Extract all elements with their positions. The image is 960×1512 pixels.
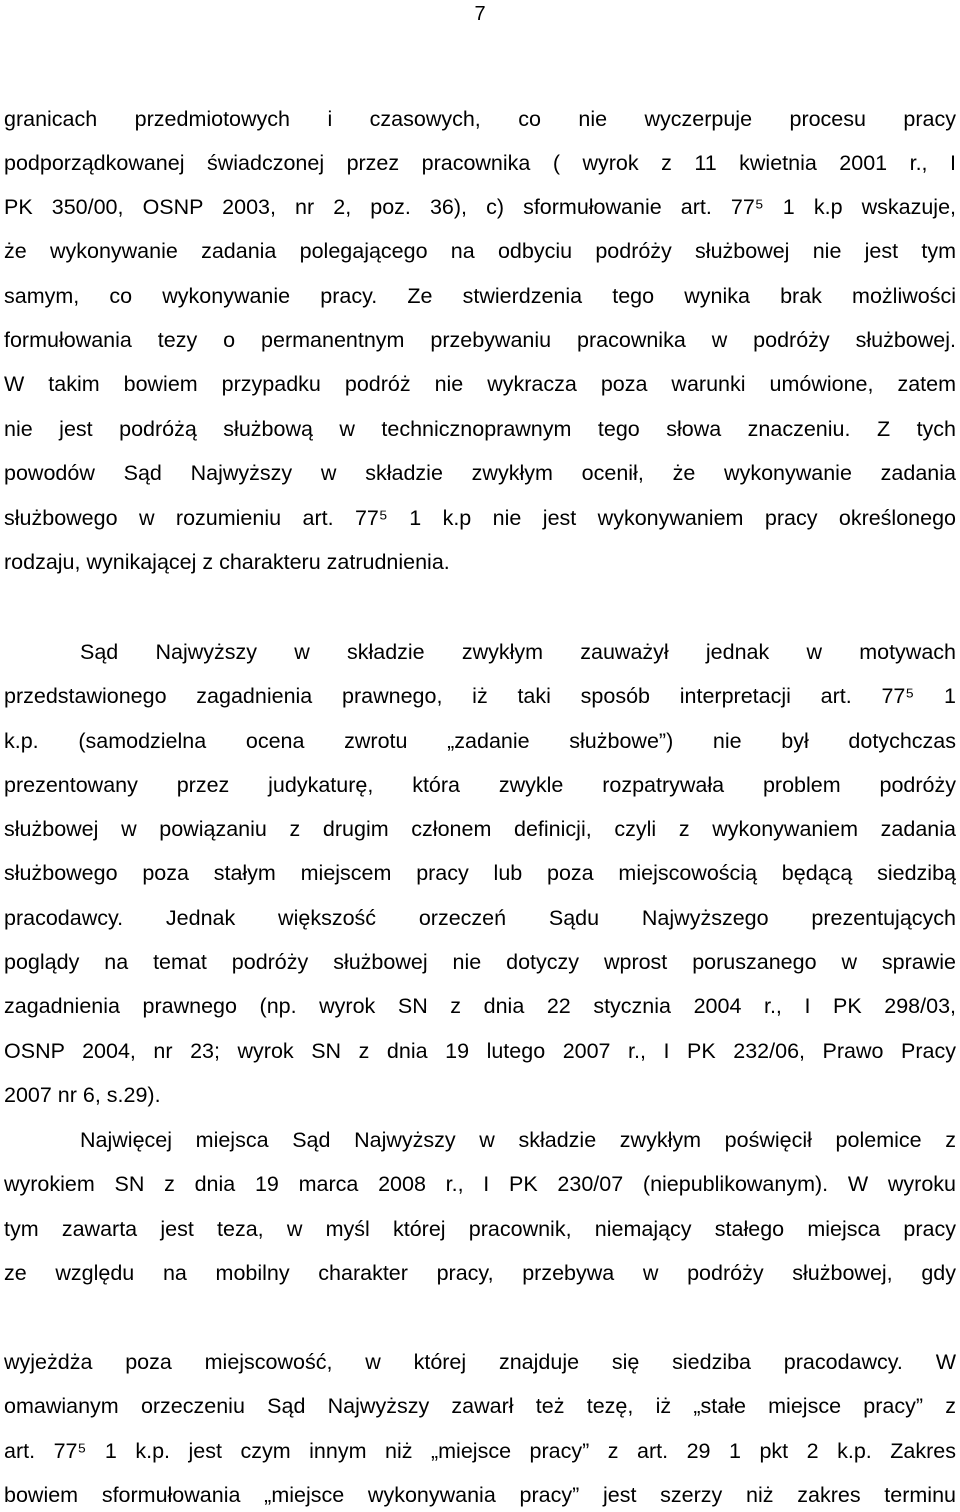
text-line: podporządkowanej świadczonej przez pracownika ( wyrok z 11 kwietnia 2001 r., I <box>4 151 956 175</box>
text-line: prezentowany przez judykaturę, która zwykle rozpatrywała problem podróży <box>4 773 956 797</box>
text-line: Sąd Najwyższy w składzie zwykłym zauważył jednak w motywach <box>80 640 956 664</box>
text-line: powodów Sąd Najwyższy w składzie zwykłym ocenił, że wykonywanie zadania <box>4 461 956 485</box>
text-line: granicach przedmiotowych i czasowych, co nie wyczerpuje procesu pracy <box>4 107 956 131</box>
text-line: samym, co wykonywanie pracy. Ze stwierdzenia tego wynika brak możliwości <box>4 284 956 308</box>
text-line: przedstawionego zagadnienia prawnego, iż taki sposób interpretacji art. 77⁵ 1 <box>4 684 956 708</box>
text-line: omawianym orzeczeniu Sąd Najwyższy zawarł też tezę, iż „stałe miejsce pracy” z <box>4 1394 956 1418</box>
text-line: rodzaju, wynikającej z charakteru zatrudnienia. <box>4 550 450 574</box>
text-line: k.p. (samodzielna ocena zwrotu „zadanie służbowe”) nie był dotychczas <box>4 729 956 753</box>
text-line: PK 350/00, OSNP 2003, nr 2, poz. 36), c) sformułowanie art. 77⁵ 1 k.p wskazuje, <box>4 195 956 219</box>
text-line: 2007 nr 6, s.29). <box>4 1083 161 1107</box>
text-line: formułowania tezy o permanentnym przebywaniu pracownika w podróży służbowej. <box>4 328 956 352</box>
text-line: poglądy na temat podróży służbowej nie dotyczy wprost poruszanego w sprawie <box>4 950 956 974</box>
text-line: nie jest podróżą służbową w technicznoprawnym tego słowa znaczeniu. Z tych <box>4 417 956 441</box>
text-line: ze względu na mobilny charakter pracy, przebywa w podróży służbowej, gdy <box>4 1261 956 1285</box>
text-line: Najwięcej miejsca Sąd Najwyższy w składzie zwykłym poświęcił polemice z <box>80 1128 956 1152</box>
text-line: tym zawarta jest teza, w myśl której pracownik, niemający stałego miejsca pracy <box>4 1217 956 1241</box>
text-line: art. 77⁵ 1 k.p. jest czym innym niż „miejsce pracy” z art. 29 1 pkt 2 k.p. Zakres <box>4 1439 956 1463</box>
text-line: że wykonywanie zadania polegającego na odbyciu podróży służbowej nie jest tym <box>4 239 956 263</box>
text-line: W takim bowiem przypadku podróż nie wykracza poza warunki umówione, zatem <box>4 372 956 396</box>
text-line: służbowego w rozumieniu art. 77⁵ 1 k.p nie jest wykonywaniem pracy określonego <box>4 506 956 530</box>
text-line: wyjeżdża poza miejscowość, w której znajduje się siedziba pracodawcy. W <box>4 1350 956 1374</box>
page-number: 7 <box>474 3 486 25</box>
text-line: wyrokiem SN z dnia 19 marca 2008 r., I PK 230/07 (niepublikowanym). W wyroku <box>4 1172 956 1196</box>
text-line: OSNP 2004, nr 23; wyrok SN z dnia 19 lutego 2007 r., I PK 232/06, Prawo Pracy <box>4 1039 956 1063</box>
text-line: służbowej w powiązaniu z drugim członem definicji, czyli z wykonywaniem zadania <box>4 817 956 841</box>
text-line: zagadnienia prawnego (np. wyrok SN z dnia 22 stycznia 2004 r., I PK 298/03, <box>4 994 956 1018</box>
text-line: pracodawcy. Jednak większość orzeczeń Sądu Najwyższego prezentujących <box>4 906 956 930</box>
text-line: służbowego poza stałym miejscem pracy lub poza miejscowością będącą siedzibą <box>4 861 956 885</box>
text-line: bowiem sformułowania „miejsce wykonywania pracy” jest szerzy niż zakres terminu <box>4 1483 956 1507</box>
